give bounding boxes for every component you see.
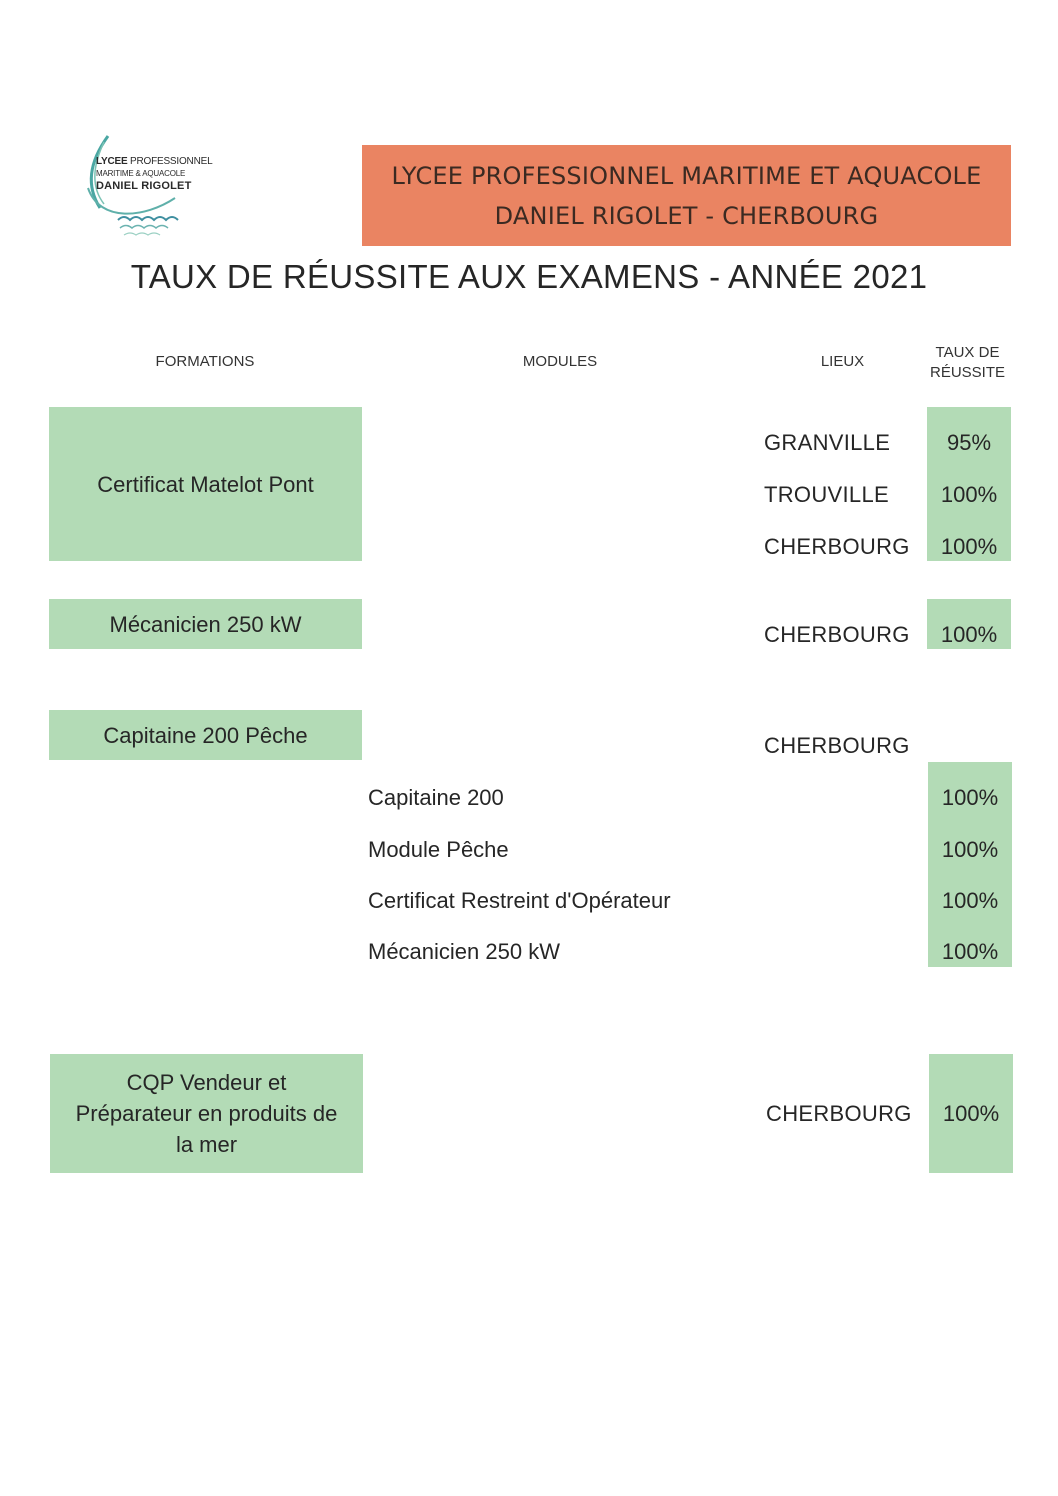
lieu-cherbourg: CHERBOURG: [766, 1101, 912, 1126]
banner-line-1: LYCEE PROFESSIONNEL MARITIME ET AQUACOLE: [391, 161, 982, 190]
formation-label-line-1: CQP Vendeur et: [126, 1070, 287, 1095]
school-logo: [70, 128, 220, 243]
rate-value: 100%: [941, 785, 999, 810]
formation-certificat-matelot-pont: [49, 407, 362, 561]
banner-line-2: DANIEL RIGOLET - CHERBOURG: [494, 201, 879, 230]
rate-value: 100%: [941, 939, 999, 964]
column-header-taux: [920, 343, 1015, 383]
logo-line-3: DANIEL RIGOLET: [96, 180, 192, 192]
column-header-modules: MODULES: [522, 353, 598, 370]
rate-value: 100%: [942, 1101, 1000, 1126]
formation-capitaine-200-peche: [49, 710, 362, 760]
rate-value: 100%: [941, 888, 999, 913]
rate-value: 100%: [940, 622, 998, 647]
formation-mecanicien-250kw: [49, 599, 362, 649]
page-title: TAUX DE RÉUSSITE AUX EXAMENS - ANNÉE 2021: [130, 258, 928, 295]
formation-label: Certificat Matelot Pont: [97, 471, 314, 497]
lieu-cherbourg: CHERBOURG: [764, 733, 910, 758]
rate-value: 100%: [940, 534, 998, 559]
lieu-trouville: TROUVILLE: [764, 482, 889, 507]
school-name-banner: [362, 145, 1011, 246]
taux-header-line-2: RÉUSSITE: [929, 364, 1005, 381]
module-peche: Module Pêche: [368, 837, 509, 862]
rate-value: 95%: [946, 430, 992, 455]
rate-value: 100%: [941, 837, 999, 862]
rate-value: 100%: [940, 482, 998, 507]
formation-label-line-2: Préparateur en produits de: [75, 1101, 338, 1126]
logo-line-2: MARITIME & AQUACOLE: [96, 169, 186, 178]
formation-label-line-3: la mer: [175, 1132, 238, 1157]
module-mecanicien-250kw: Mécanicien 250 kW: [368, 939, 560, 964]
taux-header-line-1: TAUX DE: [935, 344, 1000, 361]
lieu-cherbourg: CHERBOURG: [764, 534, 910, 559]
lieu-cherbourg: CHERBOURG: [764, 622, 910, 647]
lieu-granville: GRANVILLE: [764, 430, 891, 455]
logo-line-1: LYCEE PROFESSIONNEL: [96, 156, 213, 167]
column-header-lieux: LIEUX: [820, 353, 865, 370]
formation-label: Mécanicien 250 kW: [109, 611, 302, 637]
formation-label: Capitaine 200 Pêche: [103, 722, 308, 748]
formation-cqp-vendeur-preparateur: [50, 1054, 363, 1173]
column-header-formations: FORMATIONS: [155, 353, 255, 370]
module-certificat-restreint-operateur: Certificat Restreint d'Opérateur: [368, 888, 671, 913]
module-capitaine-200: Capitaine 200: [368, 785, 504, 810]
